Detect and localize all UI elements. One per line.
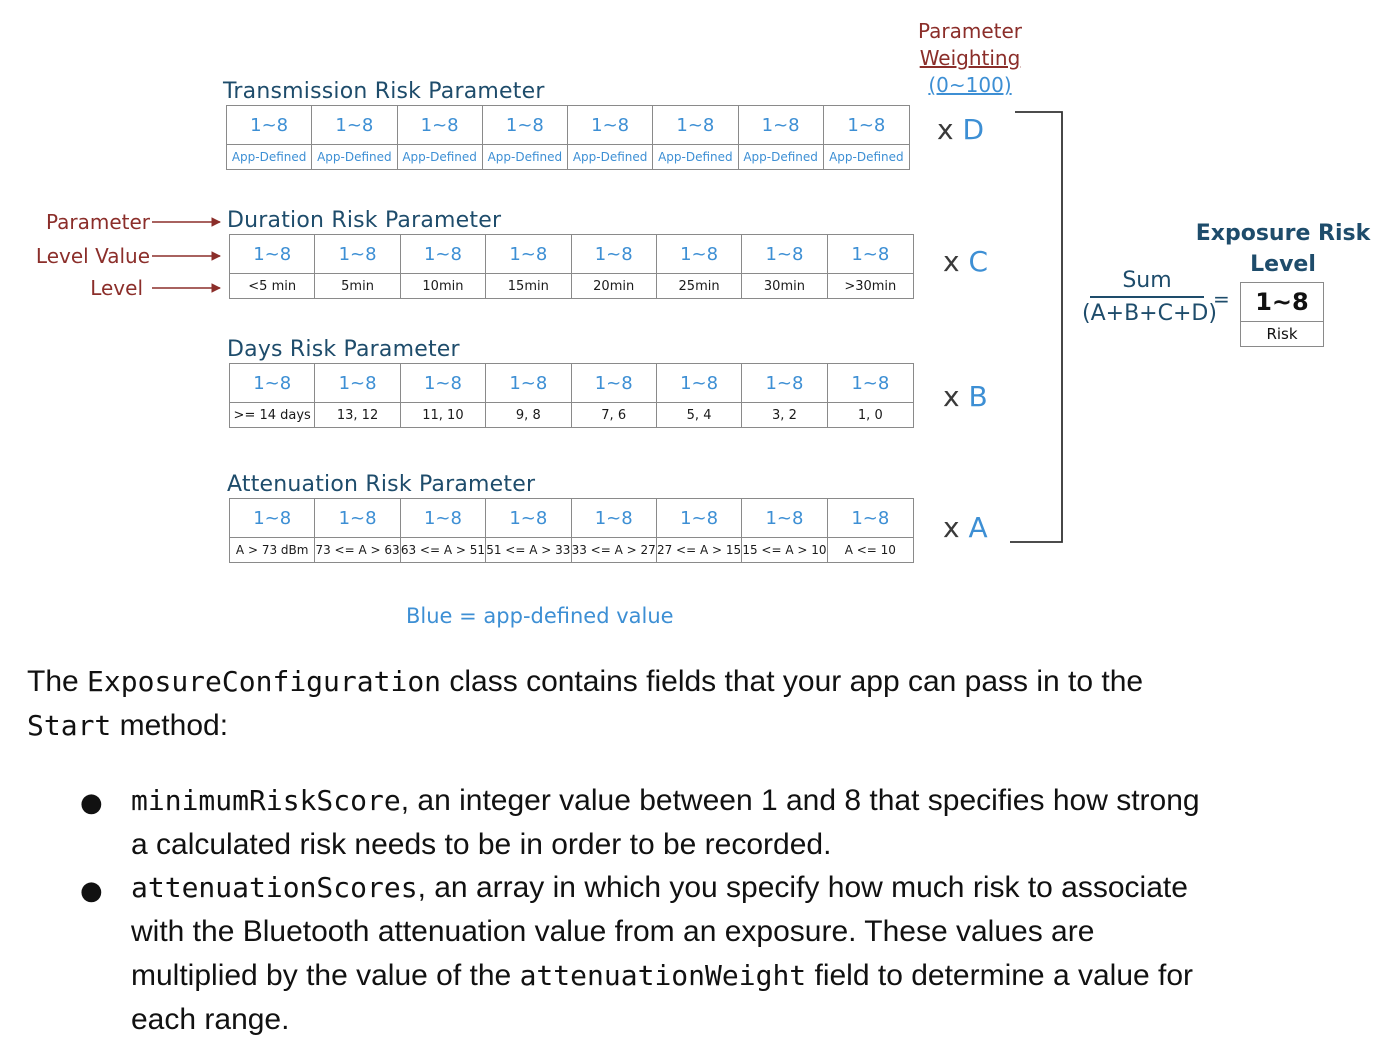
level-cell: 51 <= A > 33 xyxy=(486,537,571,562)
value-cell: 1~8 xyxy=(851,243,890,265)
weight-letter: A xyxy=(968,511,988,544)
code-start: Start xyxy=(27,709,112,742)
level-cell: 25min xyxy=(657,273,742,298)
level-cell: 3, 2 xyxy=(742,402,827,427)
bullet-item-minimum-risk-score xyxy=(131,779,1381,867)
level-cell: App-Defined xyxy=(653,144,738,169)
bullet-text: each range. xyxy=(131,1003,290,1036)
sum-bracket xyxy=(1005,105,1075,550)
value-cell: 1~8 xyxy=(572,235,657,273)
level-cell: 10min xyxy=(401,273,486,298)
bullet-dot: ● xyxy=(80,788,103,818)
value-cell: 1~8 xyxy=(398,106,483,144)
value-cell: 1~8 xyxy=(230,499,315,537)
level-cell: 63 <= A > 51 xyxy=(401,537,486,562)
value-cell: 1~8 xyxy=(657,235,742,273)
level-cell: 7, 6 xyxy=(572,402,657,427)
value-cell: 1~8 xyxy=(315,235,400,273)
bullet-text: field to determine a value for xyxy=(806,959,1194,992)
paragraph-after: method: xyxy=(111,709,229,742)
weight-prefix: x xyxy=(943,245,960,278)
level-cell: 20min xyxy=(572,273,657,298)
level-cell: A <= 10 xyxy=(828,537,913,562)
value-cell: 1~8 xyxy=(568,106,653,144)
weight-letter: D xyxy=(962,113,985,146)
value-cell: 1~8 xyxy=(742,364,827,402)
level-cell: App-Defined xyxy=(824,144,909,169)
level-cell: 15 <= A > 10 xyxy=(742,537,827,562)
weight-label-c xyxy=(943,245,988,278)
level-cell: App-Defined xyxy=(568,144,653,169)
value-cell: 1~8 xyxy=(657,364,742,402)
value-cell: 1~8 xyxy=(851,507,890,529)
value-cell: 1~8 xyxy=(401,235,486,273)
value-cell: 1~8 xyxy=(653,106,738,144)
level-cell: 73 <= A > 63 xyxy=(315,537,400,562)
level-cell: 5, 4 xyxy=(657,402,742,427)
value-cell: 1~8 xyxy=(739,106,824,144)
weighting-header xyxy=(900,18,1040,99)
value-cell: 1~8 xyxy=(315,499,400,537)
exposure-label: Risk xyxy=(1241,321,1323,346)
value-cell: 1~8 xyxy=(572,364,657,402)
code-exposure-configuration: ExposureConfiguration xyxy=(87,665,442,698)
weight-prefix: x xyxy=(943,511,960,544)
formula-denominator: (A+B+C+D) xyxy=(1082,300,1217,326)
paragraph-intro xyxy=(27,660,1367,748)
value-cell: 1~8 xyxy=(847,114,886,136)
value-cell: 1~8 xyxy=(486,364,571,402)
level-cell: A > 73 dBm xyxy=(230,537,315,562)
value-cell: 1~8 xyxy=(742,499,827,537)
paragraph-middle: class contains fields that your app can pass in to the xyxy=(441,665,1144,698)
exposure-title-line2: Level xyxy=(1250,252,1316,277)
weight-label-d xyxy=(937,113,984,146)
level-cell: App-Defined xyxy=(483,144,568,169)
bullet-text: , an array in which you specify how much risk to associate xyxy=(417,871,1188,904)
exposure-title-line1: Exposure Risk xyxy=(1195,221,1371,246)
value-cell: 1~8 xyxy=(230,364,315,402)
value-cell: 1~8 xyxy=(312,106,397,144)
value-cell: 1~8 xyxy=(486,235,571,273)
legend-text: Blue = app-defined value xyxy=(406,604,674,628)
level-cell: 27 <= A > 15 xyxy=(657,537,742,562)
weighting-header-line1: Parameter xyxy=(917,19,1023,43)
value-cell: 1~8 xyxy=(315,364,400,402)
weighting-header-line2: Weighting xyxy=(919,46,1021,70)
bullet-text: , an integer value between 1 and 8 that specifies how strong xyxy=(400,784,1200,817)
level-cell: App-Defined xyxy=(398,144,483,169)
side-label-level-value: Level Value xyxy=(35,244,150,268)
weight-letter: B xyxy=(968,380,988,413)
level-cell: 15min xyxy=(486,273,571,298)
table-attenuation xyxy=(229,498,914,563)
value-cell: 1~8 xyxy=(401,499,486,537)
level-cell: 33 <= A > 27 xyxy=(572,537,657,562)
bullet-text: with the Bluetooth attenuation value from an exposure. These values are xyxy=(131,915,1095,948)
value-cell: 1~8 xyxy=(657,499,742,537)
side-label-level: Level xyxy=(90,276,143,300)
weight-letter: C xyxy=(968,245,989,278)
level-cell: 11, 10 xyxy=(401,402,486,427)
level-cell: App-Defined xyxy=(312,144,397,169)
value-cell: 1~8 xyxy=(483,106,568,144)
bullet-text: multiplied by the value of the xyxy=(131,959,520,992)
weight-label-b xyxy=(943,380,988,413)
bullet-item-attenuation-scores xyxy=(131,866,1381,1042)
paragraph-before: The xyxy=(27,665,88,698)
section-title-transmission: Transmission Risk Parameter xyxy=(223,79,545,104)
level-cell: App-Defined xyxy=(227,144,312,169)
level-cell: App-Defined xyxy=(739,144,824,169)
bullet-dot: ● xyxy=(80,876,103,906)
weight-prefix: x xyxy=(937,113,954,146)
level-cell: 1, 0 xyxy=(828,402,913,427)
code-attenuation-scores: attenuationScores xyxy=(131,871,418,904)
level-cell: 9, 8 xyxy=(486,402,571,427)
value-cell: 1~8 xyxy=(572,499,657,537)
formula-equals: = xyxy=(1213,287,1230,311)
level-cell: 13, 12 xyxy=(315,402,400,427)
section-title-attenuation: Attenuation Risk Parameter xyxy=(227,472,536,497)
value-cell: 1~8 xyxy=(742,235,827,273)
weight-label-a xyxy=(943,511,988,544)
table-transmission xyxy=(226,105,910,170)
value-cell: 1~8 xyxy=(486,499,571,537)
exposure-box xyxy=(1240,282,1324,347)
value-cell: 1~8 xyxy=(401,364,486,402)
code-attenuation-weight: attenuationWeight xyxy=(519,959,807,992)
level-cell: 5min xyxy=(315,273,400,298)
level-cell: 30min xyxy=(742,273,827,298)
code-minimum-risk-score: minimumRiskScore xyxy=(131,784,401,817)
level-cell: <5 min xyxy=(230,273,315,298)
table-duration xyxy=(229,234,914,299)
value-cell: 1~8 xyxy=(227,106,312,144)
formula-numerator: Sum xyxy=(1122,268,1172,293)
exposure-title xyxy=(1192,218,1374,280)
section-title-days: Days Risk Parameter xyxy=(227,337,460,362)
bullet-text: a calculated risk needs to be in order to be recorded. xyxy=(131,828,832,861)
table-days xyxy=(229,363,914,428)
side-label-arrows xyxy=(148,205,228,300)
level-cell: >30min xyxy=(828,273,913,298)
exposure-value: 1~8 xyxy=(1255,288,1309,316)
value-cell: 1~8 xyxy=(851,372,890,394)
value-cell: 1~8 xyxy=(230,235,315,273)
weighting-header-line3: (0~100) xyxy=(928,73,1012,97)
level-cell: >= 14 days xyxy=(230,402,315,427)
side-label-parameter: Parameter xyxy=(45,210,150,234)
section-title-duration: Duration Risk Parameter xyxy=(227,208,502,233)
weight-prefix: x xyxy=(943,380,960,413)
